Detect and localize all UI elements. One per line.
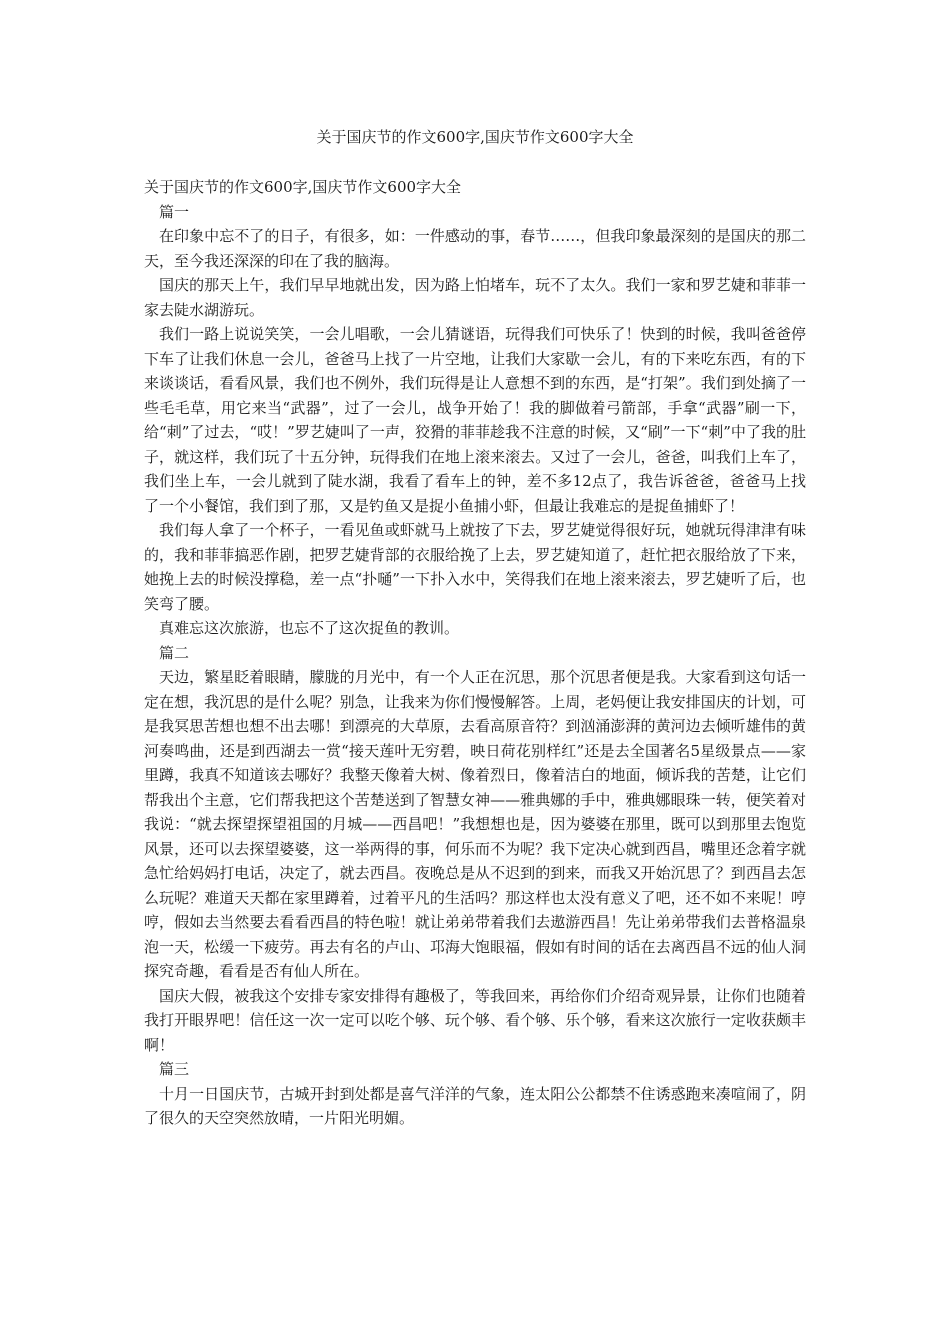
paragraph: 我们一路上说说笑笑，一会儿唱歌，一会儿猜谜语，玩得我们可快乐了！快到的时候，我叫爸爸停下车了让我们休息一会儿，爸爸马上找了一片空地，让我们大家歇一会儿，有的下来吃东西，有的下来谈谈话，看看风景，我们也不例外，我们玩得是让人意想不到的东西，是“打架”。我们到处摘了一些毛毛草，用它来当“武器”，过了一会儿，战争开始了！我的脚做着弓箭部，手拿“武器”刷一下，给“刺”了过去，“哎！”罗艺婕叫了一声，狡猾的菲菲趁我不注意的时候，又“刷”一下“刺”中了我的肚子，就这样，我们玩了十五分钟，玩得我们在地上滚来滚去。又过了一会儿，爸爸，叫我们上车了，我们坐上车，一会儿就到了陡水湖，我看了看车上的钟，差不多12点了，我告诉爸爸，爸爸马上找了一个小餐馆，我们到了那，又是钓鱼又是捉小鱼捕小虾，但最让我难忘的是捉鱼捕虾了！ [144,325,806,515]
section-heading-3: 篇三 [159,1060,190,1078]
paragraph: 真难忘这次旅游，也忘不了这次捉鱼的教训。 [159,619,460,637]
paragraph: 国庆的那天上午，我们早早地就出发，因为路上怕堵车，玩不了太久。我们一家和罗艺婕和菲菲一家去陡水湖游玩。 [144,276,806,319]
paragraph: 天边，繁星眨着眼睛，朦胧的月光中，有一个人正在沉思，那个沉思者便是我。大家看到这句话一定在想，我沉思的是什么呢？别急，让我来为你们慢慢解答。上周，老妈便让我安排国庆的计划，可是我冥思苦想也想不出去哪！到漂亮的大草原，去看高原音符？到汹涌澎湃的黄河边去倾听雄伟的黄河奏鸣曲，还是到西湖去一赏“接天莲叶无穷碧，映日荷花别样红”还是去全国著名5星级景点——家里蹲，我真不知道该去哪好？我整天像着大树、像着烈日，像着洁白的地面，倾诉我的苦楚，让它们帮我出个主意，它们帮我把这个苦楚送到了智慧女神——雅典娜的手中，雅典娜眼珠一转，便笑着对我说：“就去探望探望祖国的月城——西昌吧！”我想想也是，因为婆婆在那里，既可以到那里去饱览风景，还可以去探望婆婆，这一举两得的事，何乐而不为呢？我下定决心就到西昌，嘴里还念着字就急忙给妈妈打电话，决定了，就去西昌。夜晚总是从不迟到的到来，而我又开始沉思了？到西昌去怎么玩呢？难道天天都在家里蹲着，过着平凡的生活吗？那这样也太没有意义了吧，还不如不来呢！哼哼，假如去当然要去看看西昌的特色啦！就让弟弟带着我们去遨游西昌！先让弟弟带我们去普格温泉泡一天，松缓一下疲劳。再去有名的卢山、邛海大饱眼福，假如有时间的话在去离西昌不远的仙人洞探究奇趣，看看是否有仙人所在。 [144,668,806,980]
paragraph: 我们每人拿了一个杯子，一看见鱼或虾就马上就按了下去，罗艺婕觉得很好玩，她就玩得津津有味的，我和菲菲搞恶作剧，把罗艺婕背部的衣服给挽了上去，罗艺婕知道了，赶忙把衣服给放了下来，她挽上去的时候没撑稳，差一点“扑嗵”一下扑入水中，笑得我们在地上滚来滚去，罗艺婕听了后，也笑弯了腰。 [144,521,806,613]
page-title: 关于国庆节的作文600字,国庆节作文600字大全 [316,128,634,146]
document-body [144,175,806,1131]
paragraph: 十月一日国庆节，古城开封到处都是喜气洋洋的气象，连太阳公公都禁不住诱惑跑来凑喧闹了，阴了很久的天空突然放晴，一片阳光明媚。 [144,1084,806,1127]
section-heading-1: 篇一 [159,202,190,221]
paragraph: 国庆大假，被我这个安排专家安排得有趣极了，等我回来，再给你们介绍奇观异景，让你们也随着我打开眼界吧！信任这一次一定可以吃个够、玩个够、看个够、乐个够，看来这次旅行一定收获颇丰啊！ [144,986,806,1054]
section-heading-2: 篇二 [159,643,190,662]
document-subtitle: 关于国庆节的作文600字,国庆节作文600字大全 [144,178,462,196]
paragraph: 在印象中忘不了的日子，有很多，如：一件感动的事，春节……，但我印象最深刻的是国庆的那二天，至今我还深深的印在了我的脑海。 [144,227,806,270]
